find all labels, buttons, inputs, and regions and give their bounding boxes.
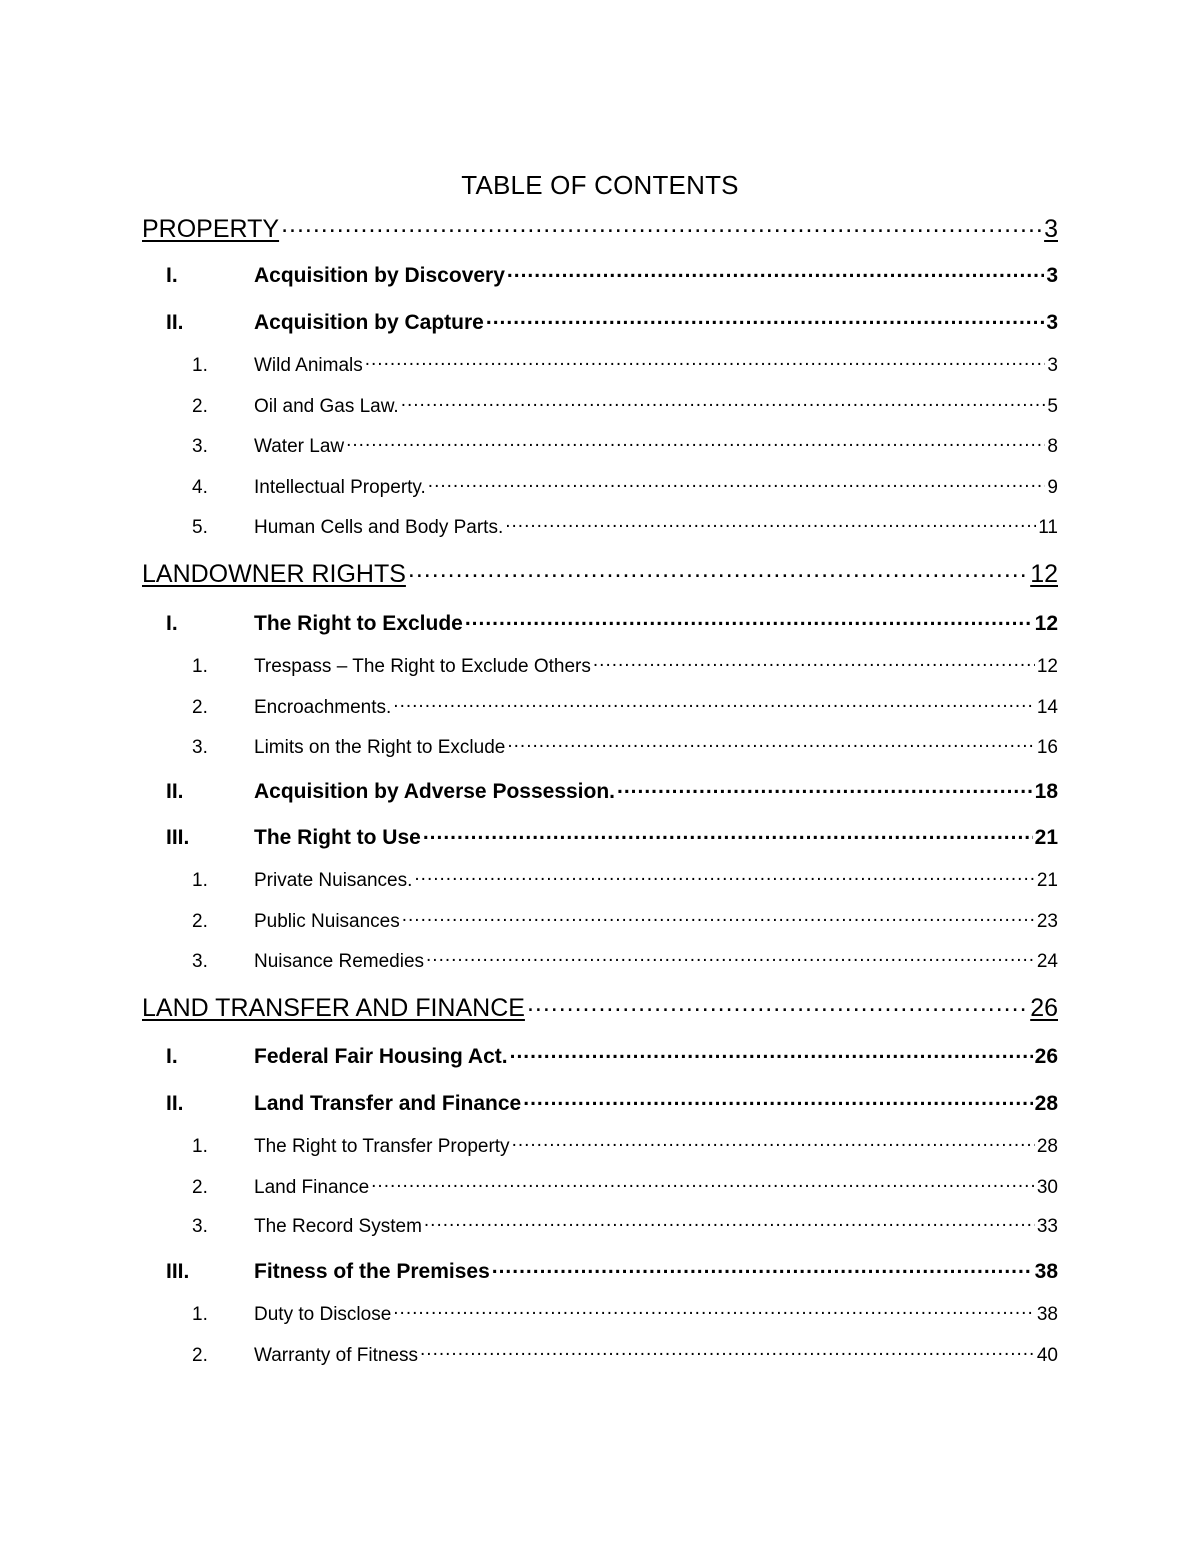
dot-leader	[523, 1089, 1032, 1110]
entry-number: 2.	[192, 697, 208, 718]
entry-page-number: 21	[1034, 826, 1058, 849]
toc-subsection-entry[interactable]	[142, 433, 1058, 460]
dot-leader	[423, 823, 1033, 844]
entry-page-number: 11	[1038, 517, 1058, 538]
toc-section-heading[interactable]	[142, 212, 1058, 245]
page-title: TABLE OF CONTENTS	[461, 170, 739, 200]
dot-leader	[420, 1342, 1035, 1361]
entry-number: 1.	[192, 870, 208, 891]
entry-page-number: 18	[1034, 780, 1058, 803]
entry-number: 1.	[192, 1304, 208, 1325]
dot-leader	[492, 1257, 1033, 1278]
entry-page-number: 12	[1036, 656, 1058, 677]
entry-number: 2.	[192, 911, 208, 932]
dot-leader	[401, 393, 1046, 412]
dot-leader	[402, 908, 1035, 927]
dot-leader	[486, 308, 1044, 329]
entry-page-number: 21	[1036, 870, 1058, 891]
entry-number: 1.	[192, 1136, 208, 1157]
entry-page-number: 33	[1036, 1216, 1058, 1237]
dot-leader	[393, 1301, 1035, 1320]
entry-label: Limits on the Right to Exclude	[254, 737, 506, 758]
toc-chapter-entry[interactable]	[142, 1042, 1058, 1071]
entry-number: II.	[166, 1092, 184, 1115]
entry-label: The Right to Transfer Property	[254, 1136, 510, 1157]
entry-number: 5.	[192, 517, 208, 538]
entry-page-number: 3	[1044, 215, 1058, 243]
toc-subsection-entry[interactable]	[142, 734, 1058, 761]
entry-number: II.	[166, 780, 184, 803]
entry-page-number: 26	[1034, 1045, 1058, 1068]
toc-subsection-entry[interactable]	[142, 393, 1058, 420]
entry-page-number: 28	[1034, 1092, 1058, 1115]
toc-section-heading[interactable]	[142, 991, 1058, 1024]
toc-subsection-entry[interactable]	[142, 352, 1058, 379]
entry-page-number: 8	[1047, 436, 1058, 457]
dot-leader	[505, 514, 1036, 533]
dot-leader	[371, 1174, 1035, 1193]
toc-subsection-entry[interactable]	[142, 1213, 1058, 1240]
toc-chapter-entry[interactable]	[142, 609, 1058, 638]
entry-page-number: 30	[1036, 1177, 1058, 1198]
entry-page-number: 3	[1046, 311, 1058, 334]
dot-leader	[507, 261, 1044, 282]
entry-page-number: 3	[1047, 355, 1058, 376]
entry-label: The Record System	[254, 1216, 422, 1237]
entry-number: III.	[166, 1260, 190, 1283]
entry-label: Intellectual Property.	[254, 477, 426, 498]
dot-leader	[281, 212, 1042, 237]
entry-label: Warranty of Fitness	[254, 1345, 419, 1366]
dot-leader	[365, 352, 1046, 371]
entry-page-number: 14	[1036, 697, 1058, 718]
entry-number: III.	[166, 826, 190, 849]
entry-number: 4.	[192, 477, 208, 498]
dot-leader	[414, 867, 1034, 886]
dot-leader	[465, 609, 1033, 630]
dot-leader	[428, 474, 1046, 493]
entry-page-number: 26	[1030, 994, 1058, 1022]
toc-subsection-entry[interactable]	[142, 1133, 1058, 1160]
entry-page-number: 9	[1047, 477, 1058, 498]
entry-label: The Right to Exclude	[254, 612, 463, 635]
entry-label: Federal Fair Housing Act.	[254, 1045, 508, 1068]
entry-page-number: 16	[1036, 737, 1058, 758]
dot-leader	[512, 1133, 1035, 1152]
toc-chapter-entry[interactable]	[142, 1089, 1058, 1118]
dot-leader	[507, 734, 1035, 753]
entry-label: Encroachments.	[254, 697, 392, 718]
entry-label: Human Cells and Body Parts.	[254, 517, 504, 538]
toc-chapter-entry[interactable]	[142, 308, 1058, 337]
entry-label: Water Law	[254, 436, 345, 457]
entry-page-number: 24	[1036, 951, 1058, 972]
entry-label: Wild Animals	[254, 355, 363, 376]
toc-section-heading[interactable]	[142, 557, 1058, 590]
entry-page-number: 40	[1036, 1345, 1058, 1366]
entry-label: Acquisition by Discovery	[254, 264, 505, 287]
entry-label: LANDOWNER RIGHTS	[142, 560, 406, 588]
entry-label: Acquisition by Capture	[254, 311, 484, 334]
entry-page-number: 12	[1034, 612, 1058, 635]
entry-page-number: 3	[1046, 264, 1058, 287]
entry-label: Public Nuisances	[254, 911, 400, 932]
toc-chapter-entry[interactable]	[142, 823, 1058, 852]
entry-number: 3.	[192, 737, 208, 758]
toc-chapter-entry[interactable]	[142, 261, 1058, 290]
entry-number: 2.	[192, 396, 208, 417]
toc-subsection-entry[interactable]	[142, 948, 1058, 975]
entry-number: 3.	[192, 1216, 208, 1237]
dot-leader	[593, 653, 1035, 672]
entry-label: Private Nuisances.	[254, 870, 413, 891]
toc-subsection-entry[interactable]	[142, 474, 1058, 501]
entry-page-number: 28	[1036, 1136, 1058, 1157]
entry-label: Acquisition by Adverse Possession.	[254, 780, 615, 803]
entry-page-number: 23	[1036, 911, 1058, 932]
dot-leader	[393, 694, 1035, 713]
entry-number: 3.	[192, 951, 208, 972]
entry-number: 1.	[192, 355, 208, 376]
entry-page-number: 5	[1047, 396, 1058, 417]
entry-label: Land Transfer and Finance	[254, 1092, 522, 1115]
dot-leader	[617, 777, 1033, 798]
entry-number: 2.	[192, 1345, 208, 1366]
entry-number: II.	[166, 311, 184, 334]
entry-page-number: 38	[1036, 1304, 1058, 1325]
dot-leader	[426, 948, 1035, 967]
toc-chapter-entry[interactable]	[142, 1257, 1058, 1286]
toc-subsection-entry[interactable]	[142, 1342, 1058, 1369]
entry-number: 2.	[192, 1177, 208, 1198]
entry-label: Oil and Gas Law.	[254, 396, 399, 417]
entry-number: I.	[166, 612, 178, 635]
entry-label: The Right to Use	[254, 826, 421, 849]
entry-label: Duty to Disclose	[254, 1304, 392, 1325]
toc-subsection-entry[interactable]	[142, 514, 1058, 541]
entry-label: Fitness of the Premises	[254, 1260, 490, 1283]
toc-subsection-entry[interactable]	[142, 694, 1058, 721]
dot-leader	[408, 557, 1028, 582]
entry-page-number: 12	[1030, 560, 1058, 588]
dot-leader	[424, 1213, 1035, 1232]
toc-subsection-entry[interactable]	[142, 908, 1058, 935]
entry-page-number: 38	[1034, 1260, 1058, 1283]
entry-label: LAND TRANSFER AND FINANCE	[142, 994, 525, 1022]
toc-subsection-entry[interactable]	[142, 867, 1058, 894]
dot-leader	[527, 991, 1028, 1016]
dot-leader	[510, 1042, 1033, 1063]
toc-subsection-entry[interactable]	[142, 653, 1058, 680]
entry-label: PROPERTY	[142, 215, 280, 243]
entry-number: 3.	[192, 436, 208, 457]
entry-number: I.	[166, 1045, 178, 1068]
entry-number: I.	[166, 264, 178, 287]
dot-leader	[346, 433, 1045, 452]
toc-chapter-entry[interactable]	[142, 777, 1058, 806]
entry-label: Land Finance	[254, 1177, 370, 1198]
toc-subsection-entry[interactable]	[142, 1174, 1058, 1201]
toc-subsection-entry[interactable]	[142, 1301, 1058, 1328]
entry-label: Trespass – The Right to Exclude Others	[254, 656, 591, 677]
entry-number: 1.	[192, 656, 208, 677]
entry-label: Nuisance Remedies	[254, 951, 425, 972]
